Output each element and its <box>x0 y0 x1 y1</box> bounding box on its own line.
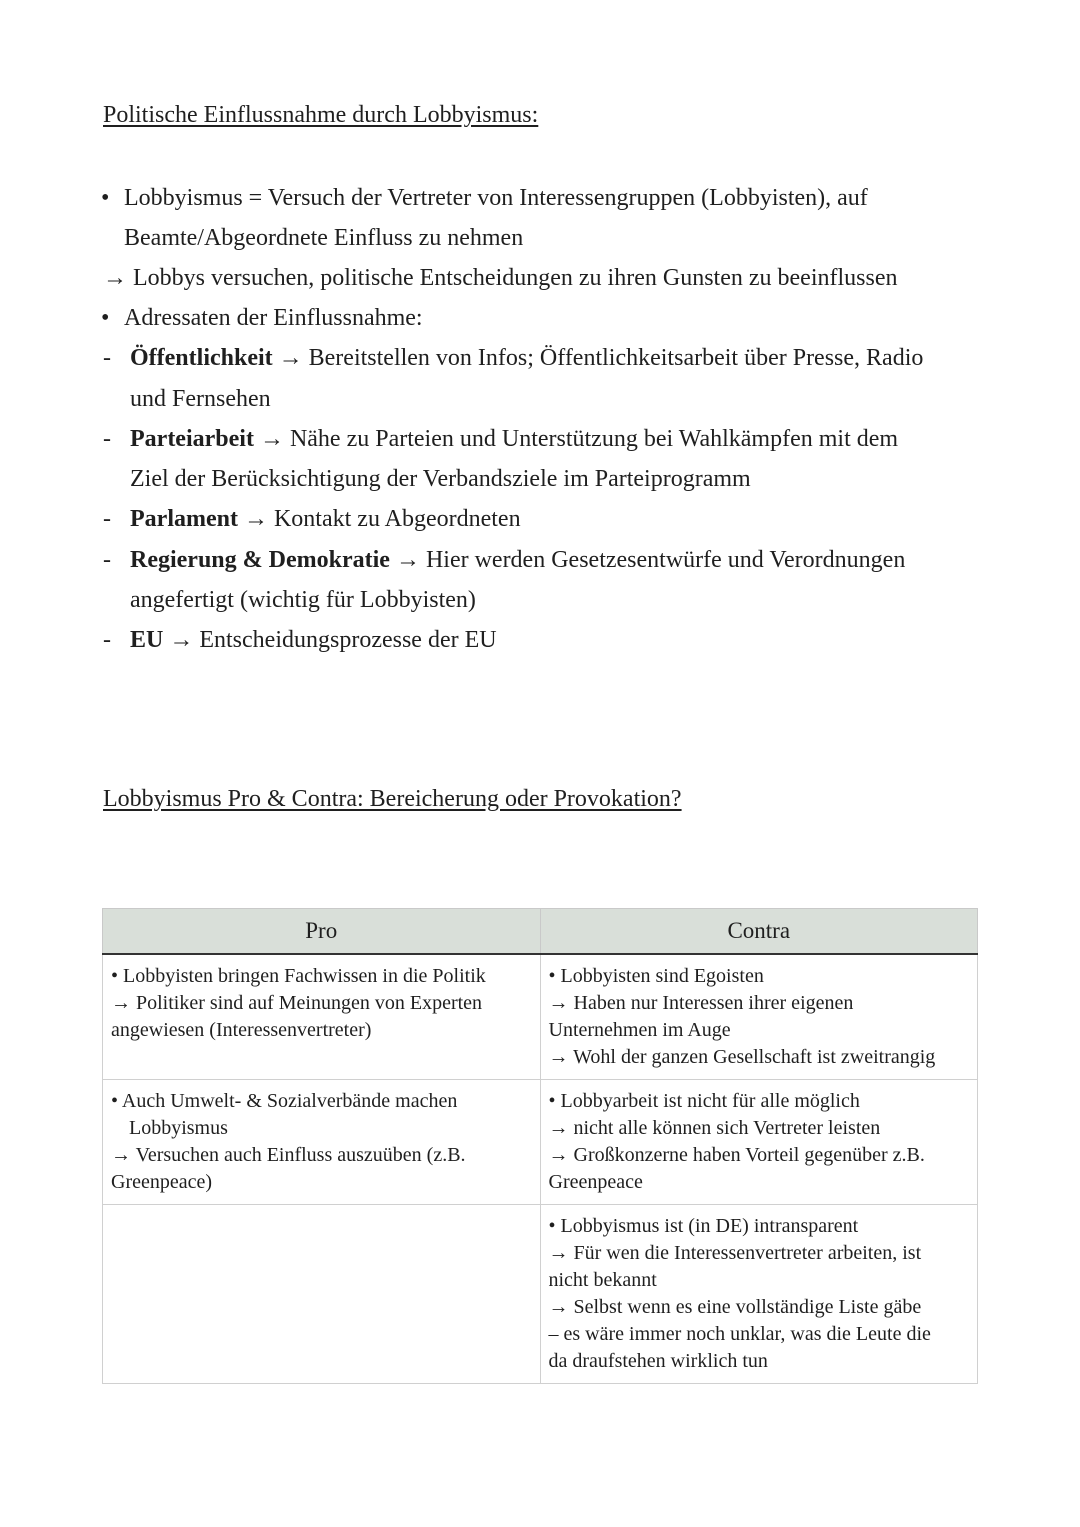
cell-line: → nicht alle können sich Vertreter leisten <box>548 1117 881 1139</box>
cell-line: Lobbyismus <box>129 1117 228 1139</box>
pro-contra-table <box>102 908 978 1384</box>
cell-line: Unternehmen im Auge <box>548 1019 731 1041</box>
addressee-desc: → Bereitstellen von Infos; Öffentlichkeitsarbeit über Presse, Radio <box>272 345 924 371</box>
cell-line: – es wäre immer noch unklar, was die Leute die <box>548 1323 931 1345</box>
addressee-eu <box>130 625 497 655</box>
dash-mark: - <box>103 627 111 653</box>
cell-line: angewiesen (Interessenvertreter) <box>111 1019 372 1041</box>
cell-line: Greenpeace <box>548 1171 643 1193</box>
contra-cell <box>540 1205 978 1384</box>
dash-mark: - <box>103 345 111 371</box>
addressee-term: Öffentlichkeit <box>130 345 273 371</box>
cell-line: Greenpeace) <box>111 1171 213 1193</box>
addressee-parteiarbeit <box>130 424 898 454</box>
cell-line: • Lobbyisten sind Egoisten <box>548 965 764 987</box>
table-row <box>103 1205 978 1384</box>
cell-line: → Wohl der ganzen Gesellschaft ist zweitrangig <box>548 1046 936 1068</box>
cell-line: → Politiker sind auf Meinungen von Experten <box>111 992 483 1014</box>
table-row <box>103 954 978 1080</box>
bullet-mark: • <box>101 185 110 211</box>
cell-line: → Haben nur Interessen ihrer eigenen <box>548 992 854 1014</box>
section-title-lobbyismus: Politische Einflussnahme durch Lobbyismus: <box>103 102 539 128</box>
cell-line: • Lobbyarbeit ist nicht für alle möglich <box>548 1090 860 1112</box>
cell-line: → Großkonzerne haben Vorteil gegenüber z.B. <box>548 1144 925 1166</box>
cell-line: • Auch Umwelt- & Sozialverbände machen <box>111 1090 458 1112</box>
addressee-term: Parteiarbeit <box>130 426 254 452</box>
addressee-desc: → Hier werden Gesetzesentwürfe und Verordnungen <box>389 547 906 573</box>
addressee-desc: → Nähe zu Parteien und Unterstützung bei Wahlkämpfen mit dem <box>253 426 899 452</box>
dash-mark: - <box>103 426 111 452</box>
addressee-desc: → Kontakt zu Abgeordneten <box>237 506 521 532</box>
table-row <box>103 1080 978 1205</box>
arrow-note: → Lobbys versuchen, politische Entscheidungen zu ihren Gunsten zu beeinflussen <box>103 265 898 291</box>
addressee-regierung <box>130 545 905 575</box>
header-pro: Pro <box>103 909 541 955</box>
addressee-parlament <box>130 504 521 534</box>
cell-line: nicht bekannt <box>548 1269 657 1291</box>
addressee-continuation: angefertigt (wichtig für Lobbyisten) <box>130 587 476 613</box>
addressee-desc: → Entscheidungsprozesse der EU <box>163 627 497 653</box>
pro-cell <box>103 1080 541 1205</box>
addressee-term: Parlament <box>130 506 238 532</box>
addressee-continuation: Ziel der Berücksichtigung der Verbandsziele im Parteiprogramm <box>130 466 751 492</box>
addressee-oeffentlichkeit <box>130 343 923 373</box>
cell-line: → Für wen die Interessenvertreter arbeiten, ist <box>548 1242 922 1264</box>
addressee-continuation: und Fernsehen <box>130 386 271 412</box>
cell-line: da draufstehen wirklich tun <box>548 1350 768 1372</box>
bullet-addressees: Adressaten der Einflussnahme: <box>124 305 423 331</box>
pro-cell <box>103 1205 541 1384</box>
contra-cell <box>540 954 978 1080</box>
cell-line: • Lobbyisten bringen Fachwissen in die Politik <box>111 965 486 987</box>
section-title-pro-contra: Lobbyismus Pro & Contra: Bereicherung oder Provokation? <box>103 786 682 812</box>
cell-line: • Lobbyismus ist (in DE) intransparent <box>548 1215 859 1237</box>
bullet-mark: • <box>101 305 110 331</box>
cell-line: → Versuchen auch Einfluss auszuüben (z.B. <box>111 1144 466 1166</box>
header-contra: Contra <box>540 909 978 955</box>
pro-cell <box>103 954 541 1080</box>
bullet-definition-line-2: Beamte/Abgeordnete Einfluss zu nehmen <box>124 225 524 251</box>
dash-mark: - <box>103 506 111 532</box>
contra-cell <box>540 1080 978 1205</box>
cell-line: → Selbst wenn es eine vollständige Liste gäbe <box>548 1296 922 1318</box>
bullet-definition-line-1: Lobbyismus = Versuch der Vertreter von Interessengruppen (Lobbyisten), auf <box>124 185 868 211</box>
addressee-term: EU <box>130 627 164 653</box>
table-header-row <box>103 909 978 955</box>
dash-mark: - <box>103 547 111 573</box>
addressee-term: Regierung & Demokratie <box>130 547 390 573</box>
